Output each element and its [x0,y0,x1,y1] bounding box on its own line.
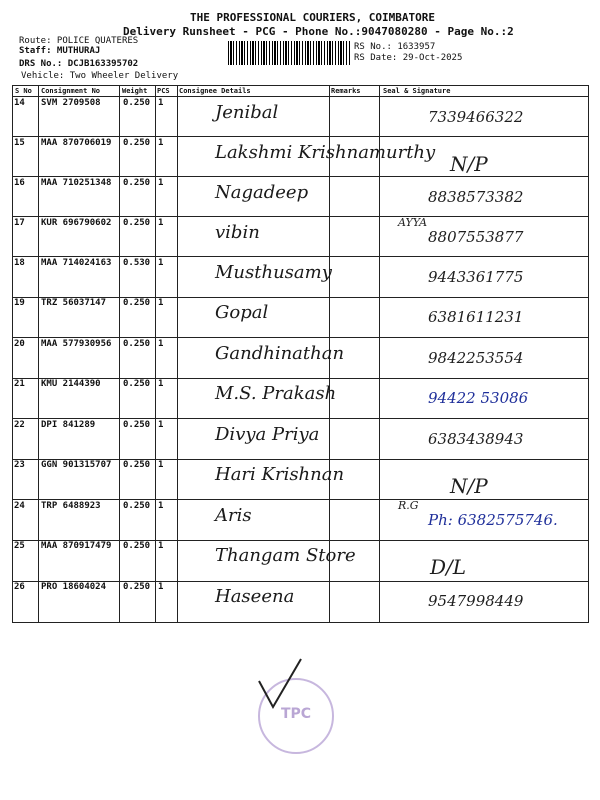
row-pcs: 1 [158,582,164,592]
col-weight: Weight [122,87,148,95]
drs-label: DRS No.: DCJB163395702 [19,59,139,69]
barcode [228,41,350,65]
row-weight: 0.250 [123,420,151,430]
row-remark: N/P [450,474,488,498]
row-consignment: KMU 2144390 [41,379,101,389]
row-signature: 9443361775 [428,268,524,286]
row-consignee: Aris [215,505,252,526]
row-consignee: Lakshmi Krishnamurthy [215,142,436,163]
col-consignment: Consignment No [41,87,101,95]
row-sno: 25 [14,541,25,551]
row-weight: 0.250 [123,379,151,389]
row-weight: 0.250 [123,178,151,188]
row-consignee: Hari Krishnan [215,464,345,485]
row-signature: 8807553877 [428,228,524,246]
staff-label: Staff: MUTHURAJ [19,46,101,56]
row-consignment: MAA 714024163 [41,258,112,268]
row-weight: 0.250 [123,460,151,470]
row-weight: 0.250 [123,138,151,148]
row-signature: 8838573382 [428,188,524,206]
row-consignment: MAA 577930956 [41,339,112,349]
row-weight: 0.530 [123,258,151,268]
row-pcs: 1 [158,379,164,389]
rs-date: RS Date: 29-Oct-2025 [354,53,463,63]
row-pcs: 1 [158,501,164,511]
row-remark: N/P [450,152,488,176]
row-consignment: TRP 6488923 [41,501,101,511]
col-sno: S No [15,87,32,95]
company-title: THE PROFESSIONAL COURIERS, COIMBATORE [190,11,436,24]
row-pcs: 1 [158,258,164,268]
row-pcs: 1 [158,460,164,470]
rs-number: RS No.: 1633957 [354,42,436,52]
row-signature: 9547998449 [428,592,524,610]
row-signature: 9842253554 [428,349,524,367]
row-pcs: 1 [158,298,164,308]
row-consignee: Nagadeep [215,182,309,203]
row-signature: 94422 53086 [428,389,529,407]
row-weight: 0.250 [123,98,151,108]
row-consignee: M.S. Prakash [215,383,337,404]
row-consignee: Jenibal [215,102,279,123]
row-sno: 21 [14,379,25,389]
vehicle-label: Vehicle: Two Wheeler Delivery [21,71,179,81]
row-consignee: Thangam Store [215,545,356,566]
row-sno: 26 [14,582,25,592]
row-sno: 24 [14,501,25,511]
row-consignment: MAA 870706019 [41,138,112,148]
row-sno: 14 [14,98,25,108]
row-weight: 0.250 [123,339,151,349]
row-consignment: MAA 710251348 [41,178,112,188]
row-pcs: 1 [158,98,164,108]
row-consignee: Musthusamy [215,262,332,283]
row-remark: D/L [430,555,467,579]
tpc-stamp: TPC [258,678,334,754]
row-signature: Ph: 6382575746. [428,511,558,529]
row-consignee: Gandhinathan [215,343,345,364]
col-consignee: Consignee Details [179,87,251,95]
row-remark: R.G [398,499,419,512]
row-sno: 18 [14,258,25,268]
row-signature: 6383438943 [428,430,524,448]
row-sno: 22 [14,420,25,430]
row-weight: 0.250 [123,541,151,551]
row-consignee: Haseena [215,586,295,607]
row-pcs: 1 [158,339,164,349]
row-consignment: GGN 901315707 [41,460,112,470]
row-pcs: 1 [158,541,164,551]
row-remark: AYYA [398,216,428,229]
row-sno: 20 [14,339,25,349]
row-signature: 7339466322 [428,108,524,126]
row-weight: 0.250 [123,582,151,592]
check-mark-icon [255,655,305,715]
row-consignment: SVM 2709508 [41,98,101,108]
row-consignee: vibin [215,222,260,243]
row-weight: 0.250 [123,218,151,228]
row-consignment: PRO 18604024 [41,582,107,592]
row-pcs: 1 [158,420,164,430]
row-consignment: DPI 841289 [41,420,96,430]
col-remarks: Remarks [331,87,361,95]
row-sno: 19 [14,298,25,308]
row-consignment: KUR 696790602 [41,218,112,228]
row-weight: 0.250 [123,501,151,511]
runsheet-title: Delivery Runsheet - PCG - Phone No.:9047080280 - Page No.:2 [123,25,514,38]
row-sno: 23 [14,460,25,470]
row-sno: 15 [14,138,25,148]
row-pcs: 1 [158,138,164,148]
row-pcs: 1 [158,218,164,228]
col-seal: Seal & Signature [383,87,451,95]
row-consignee: Divya Priya [215,424,320,445]
row-sno: 16 [14,178,25,188]
row-consignee: Gopal [215,302,269,323]
row-weight: 0.250 [123,298,151,308]
row-pcs: 1 [158,178,164,188]
row-signature: 6381611231 [428,308,524,326]
row-consignment: MAA 870917479 [41,541,112,551]
row-sno: 17 [14,218,25,228]
col-pcs: PCS [157,87,170,95]
route-label: Route: POLICE QUATERES [19,36,139,46]
row-consignment: TRZ 56037147 [41,298,107,308]
